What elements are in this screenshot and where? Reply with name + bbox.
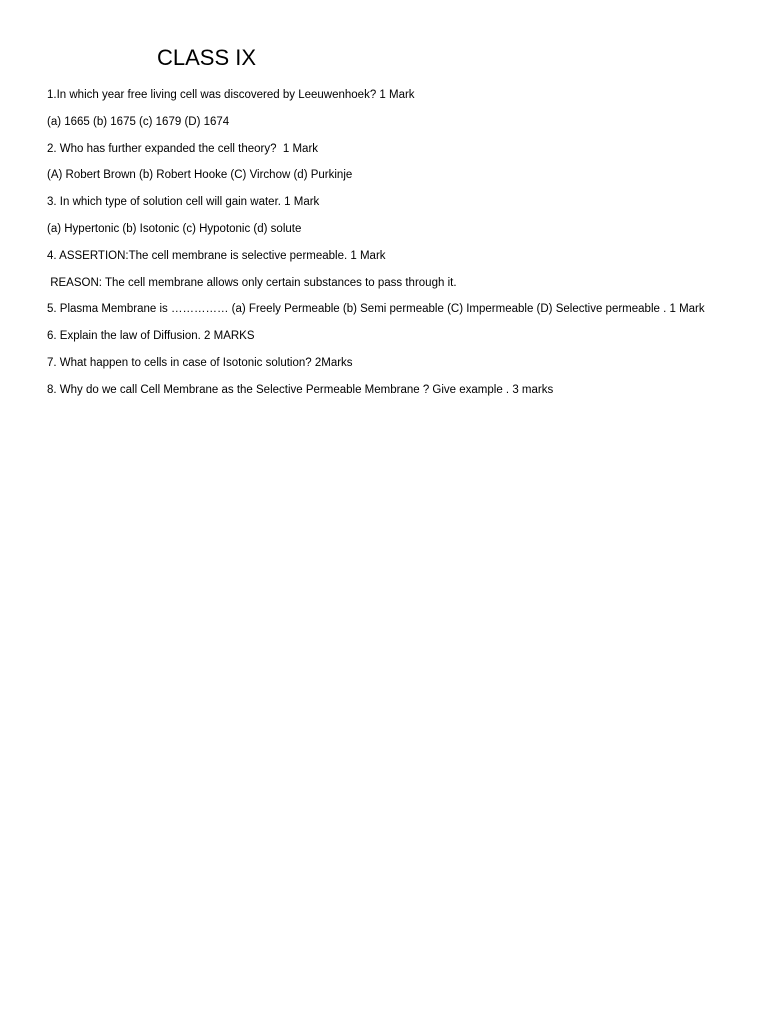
question-1: 1.In which year free living cell was discovered by Leeuwenhoek? 1 Mark bbox=[47, 89, 415, 101]
question-7: 7. What happen to cells in case of Isotonic solution? 2Marks bbox=[47, 356, 353, 369]
question-2: 2. Who has further expanded the cell theory? 1 Mark bbox=[47, 142, 319, 155]
question-6: 6. Explain the law of Diffusion. 2 MARKS bbox=[47, 330, 255, 343]
question-list bbox=[47, 87, 707, 409]
question-4-assertion: 4. ASSERTION:The cell membrane is selective permeable. 1 Mark bbox=[47, 249, 386, 262]
question-1-options: (a) 1665 (b) 1675 (c) 1679 (D) 1674 bbox=[47, 115, 230, 128]
question-3: 3. In which type of solution cell will gain water. 1 Mark bbox=[47, 196, 320, 209]
question-2-options: (A) Robert Brown (b) Robert Hooke (C) Virchow (d) Purkinje bbox=[47, 169, 353, 182]
question-5: 5. Plasma Membrane is …………… (a) Freely Permeable (b) Semi permeable (C) Impermeable (D) Selective permeable . 1 Mark bbox=[47, 303, 705, 316]
question-3-options: (a) Hypertonic (b) Isotonic (c) Hypotonic (d) solute bbox=[47, 222, 302, 235]
page-title: CLASS IX bbox=[157, 45, 257, 70]
question-4-reason: REASON: The cell membrane allows only certain substances to pass through it. bbox=[47, 276, 457, 289]
question-8: 8. Why do we call Cell Membrane as the Selective Permeable Membrane ? Give example . 3 marks bbox=[47, 383, 554, 396]
